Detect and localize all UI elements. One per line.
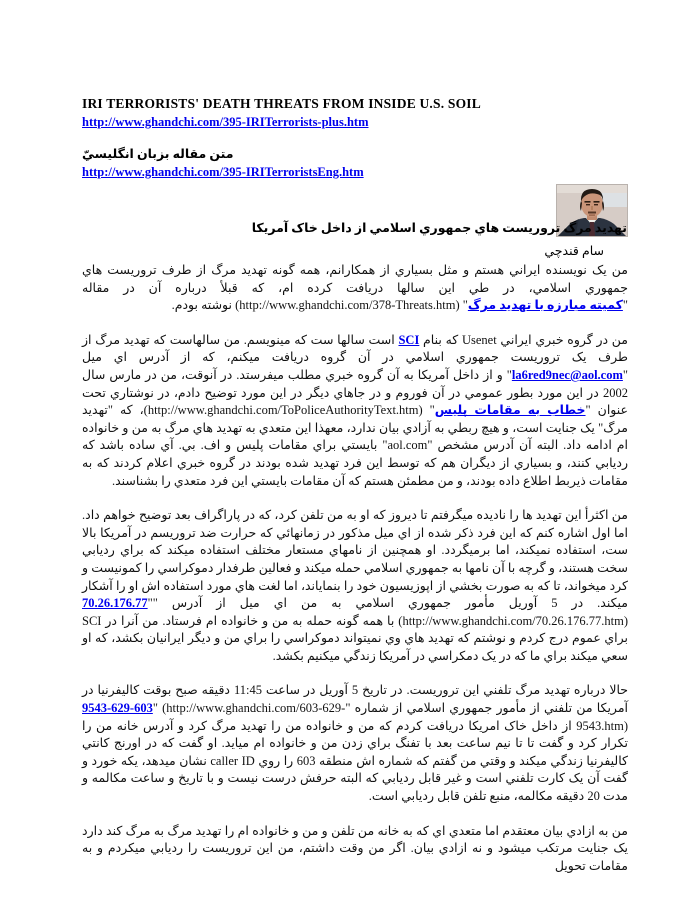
email-address-link[interactable]: la6red9nec@aol.com: [511, 367, 623, 382]
text-run: است سالها ست که مينويسم. من سالهاست که تهديد مرگ از طرف يک تروريست جمهوري اسلامي در آن گروه دريافت ميکنم، که از آدرس اي ميل ": [82, 332, 628, 382]
committee-threats-link[interactable]: کميته مبارزه با تهديد مرگ: [467, 298, 623, 313]
paragraph-4: [82, 682, 628, 805]
url-text: (http://www.ghandchi.com/ToPoliceAuthorityText.htm): [143, 403, 423, 418]
text-run: من در گروه خبري ايراني Usenet که بنام: [419, 332, 628, 347]
english-text-note: متن مقاله بزبان انگليسيّ: [82, 147, 234, 161]
text-run: ، که "تهديد مرگ" يک جنايت است، و هيچ ربطي به آزادي بيان ندارد، معهذا اين متعدي به تهديد هاي مرگ به من و خانواده ام ادامه داد. البته آن آدرس مشخص "aol.com" بايستي براي مقامات پليس و اف. بي. آي ساده باشد که رديابي کنند، و بسياري از ديگران هم که توسط اين فرد تهديد شده بودند در گروه خبري اعلام کردند که به مقامات ذيربط اطلاع داده بودند، و من مطمئن هستم که آن مقامات بايستي اين فرد متعدي را بشناسند.: [82, 403, 629, 488]
text-run: نوشته بودم.: [171, 298, 236, 313]
text-run: با همه گونه حمله به من و خانواده ام فرستاد. من آنرا در SCI براي عموم درج کردم و نوشتم که تهديد هاي وي نميتواند دموکراسي را براي من و ديگر ايرانيان بکشد، که او سعي ميکند براي ما که در يک دمکراسي در آمريکا زندگي ميکنيم بکشد.: [82, 613, 628, 663]
article-body: [82, 262, 628, 892]
url-text: (http://www.ghandchi.com/378-Threats.htm): [235, 298, 460, 313]
phone-number-link[interactable]: 9543-629-603: [82, 701, 153, 716]
page-header: [82, 96, 628, 181]
text-run: من اکثرأ اين تهديد ها را ناديده ميگرفتم تا ديروز که او به من تلفن کرد، که در پاراگراف بعد توضيح خواهم داد. اما اول اشاره کنم که اين فرد ذکر شده از اي ميل مذکور در زمانهائي که حرارت ضد تروريسم در آمريکا بالا ست، استفاده نميکند، اما برميگردد. او همچنين از نامهاي مستعار مختلف استفاده ميکند که براي رديابي سخت هستند، و گرچه با آن نامها به جمهوري اسلامي حمله ميکند و فعالين طرفدار دموکراسي را کمونيست و کرد ميخواند، تا که به صورت بخشي از اپوزيسيون خود را بنماياند، اما لغت هاي مورد استفاده اش او را آشکار ميکند. در 5 آوريل مأمور جمهوري اسلامي به من اي ميل از آدرس ": [82, 508, 629, 611]
paragraph-3: [82, 507, 628, 665]
text-run: ": [422, 403, 435, 418]
text-run: حالا درباره تهديد مرگ تلفني اين تروريست. در تاريخ 5 آوريل در ساعت 11:45 دقيقه صبح بوقت کاليفرنيا در آمريکا من تلفني از مأمور جمهوري اسلامي از شماره ": [82, 683, 629, 716]
paragraph-2: [82, 332, 628, 490]
sci-newsgroup-link[interactable]: SCI: [398, 332, 420, 347]
text-run: ": [152, 701, 163, 716]
paragraph-1: [82, 262, 628, 315]
text-run: " و از داخل آمريکا به آن گروه خبري مطلب ميفرستد. در آنوقت، من در مارس سال 2002 در اين مورد بطور عمومي در آن فوروم و در جاهاي ديگر در اين مورد توضيح دادم، در نوشتاري تحت عنوان ": [82, 367, 628, 418]
english-version-link[interactable]: http://www.ghandchi.com/395-IRITerroristsEng.htm: [82, 165, 364, 179]
article-url-link[interactable]: http://www.ghandchi.com/395-IRITerrorists-plus.htm: [82, 115, 369, 129]
photo-caption: تهديد مرگ تروريست هاي جمهوري اسلامي از داخل خاک آمريکا: [251, 221, 627, 235]
text-run: از داخل خاک امريکا دريافت کردم که من و خانواده من را تهديد مرگ کرد و آدرس خانه من را تکرار کرد و گفت تا تا نيم ساعت بعد با تفنگ براي زدن من و خانواده ام ميايد. او گفت که در اورنج کانتي کاليفرنيا زندگي ميکند و وقتي من گفتم که شماره اش منطقه 603 را روي caller ID نشان ميدهد، يکه خورد و گفت آن يک کارت تلفني است و غير قابل رديابي که البته حرفش درست نيست و با تاريخ و ساعت مکالمه و مدت 20 دقيقه مکالمه، منبع تلفن قابل رديابي است.: [82, 718, 628, 804]
text-run: من به ازادي بيان معتقدم اما متعدي اي که به خانه من تلفن و من و خانواده ام را تهديد مرگ به مرگ کند دارد يک جنايت مرتکب ميشود و نه ازادي بيان. اگر من وقت داشتم، من اين تروريست را رديابي ميکردم و به مقامات تحويل: [82, 823, 628, 873]
police-letter-link[interactable]: خطاب به مقامات پليس: [434, 403, 586, 418]
text-run: ": [459, 298, 468, 313]
author-name: سام قندچي: [544, 244, 604, 258]
article-title: IRI TERRORISTS' DEATH THREATS FROM INSIDE U.S. SOIL: [82, 96, 481, 111]
ip-address-link[interactable]: 70.26.176.77: [82, 596, 148, 611]
paragraph-5: [82, 823, 628, 876]
url-text: (http://www.ghandchi.com/70.26.176.77.htm): [398, 613, 628, 628]
text-run: من يک نويسنده ايراني هستم و مثل بسياري از همکارانم، همه گونه تهديد مرگ از طرف تروريست هاي جمهوري اسلامي، در طي اين سالها دريافت کرده ام، که قبلأ درباره آن در مقاله ": [82, 263, 628, 313]
text-run: ": [147, 596, 153, 611]
url-text: (http://www.ghandchi.com/603-629-9543.htm): [162, 701, 628, 733]
